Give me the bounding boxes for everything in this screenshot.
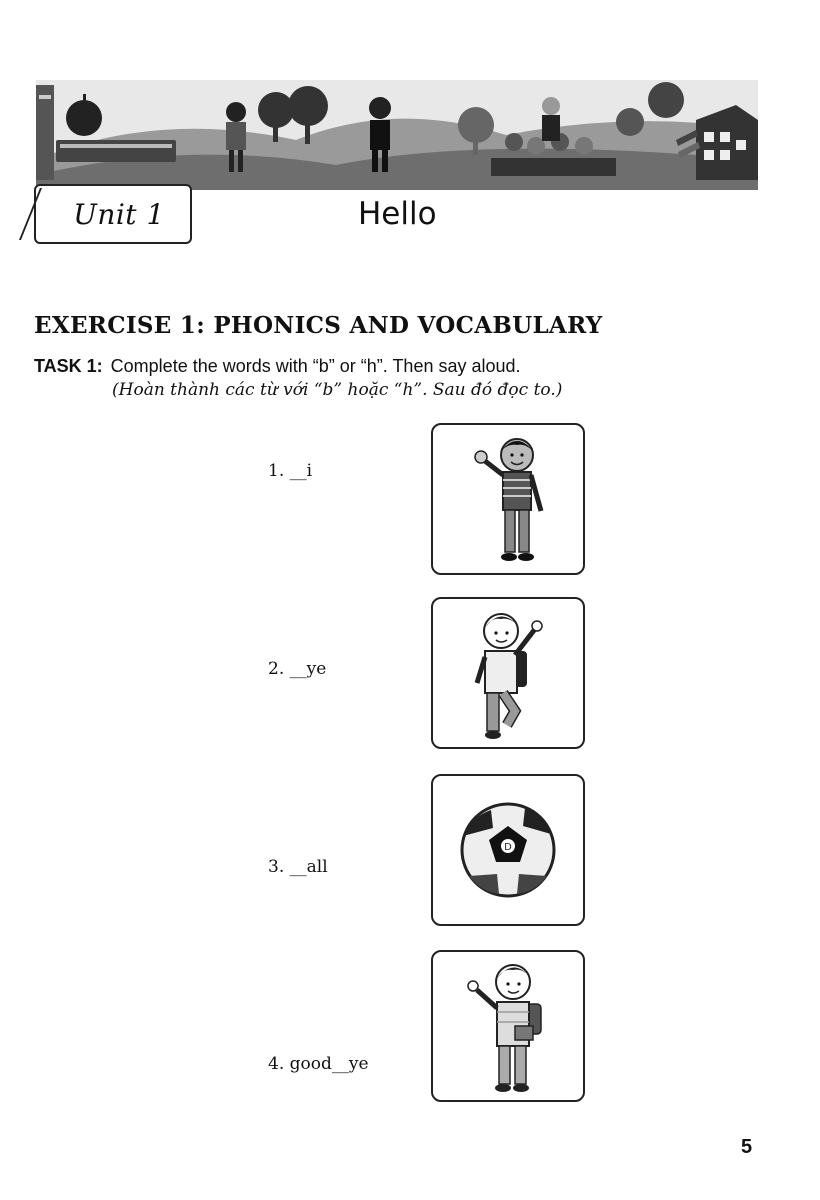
item-2-label: 2. __ye: [268, 659, 327, 679]
item-3-label: 3. __all: [268, 857, 328, 877]
task-instruction-text: Complete the words with “b” or “h”. Then say aloud.: [110, 356, 521, 376]
soccer-ball-icon: [433, 776, 583, 924]
item-1-label: 1. __i: [268, 461, 313, 481]
boy-saying-goodbye-icon: [433, 952, 583, 1100]
unit-box: [34, 184, 192, 244]
svg-text:D: D: [504, 842, 512, 853]
task-translation: (Hoàn thành các từ với “b” hoặc “h”. Sau đó đọc to.): [112, 380, 563, 400]
task-label: TASK 1:: [34, 356, 103, 376]
unit-title: Hello: [358, 196, 437, 232]
task-instruction: [34, 356, 521, 377]
boy-with-backpack-icon: [433, 599, 583, 747]
item-2-picture: [431, 597, 585, 749]
item-1-picture: [431, 423, 585, 575]
page-number: 5: [741, 1136, 753, 1158]
unit-label: Unit 1: [73, 197, 165, 231]
exercise-title: EXERCISE 1: PHONICS AND VOCABULARY: [34, 312, 603, 339]
item-3-picture: [431, 774, 585, 926]
item-4-label: 4. good__ye: [268, 1054, 369, 1074]
waving-boy-icon: [433, 425, 583, 573]
header-banner: [36, 80, 758, 190]
item-4-picture: [431, 950, 585, 1102]
banner-illustration: [36, 80, 758, 190]
unit-box-divider: [19, 188, 42, 240]
